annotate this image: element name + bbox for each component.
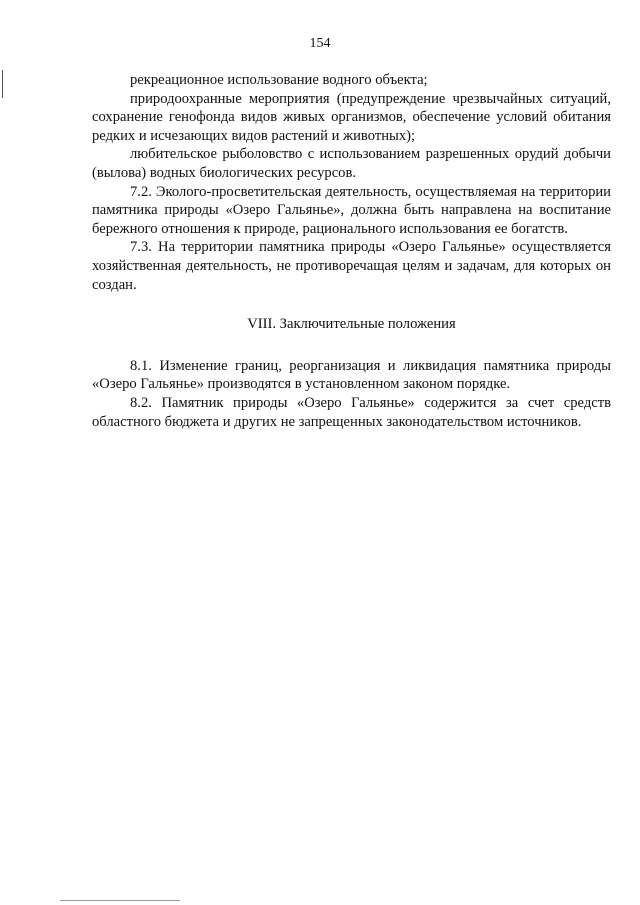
paragraph-8-1: 8.1. Изменение границ, реорганизация и ликвидация памятника природы «Озеро Гальянье» производятся в установленном законом порядке.	[92, 357, 611, 393]
paragraph-8-2: 8.2. Памятник природы «Озеро Гальянье» содержится за счет средств областного бюджета и других не запрещенных законодательством источников.	[92, 394, 611, 430]
scan-edge-mark	[2, 70, 3, 98]
paragraph-7-2: 7.2. Эколого-просветительская деятельность, осуществляемая на территории памятника природы «Озеро Гальянье», должна быть направлена на воспитание бережного отношения к природе, рационального использования ее богатств.	[92, 183, 611, 237]
scan-edge-mark	[60, 900, 180, 901]
paragraph-amateur-fishing: любительское рыболовство с использованием разрешенных орудий добычи (вылова) водных биологических ресурсов.	[92, 146, 611, 181]
paragraph-recreational-use: рекреационное использование водного объекта;	[130, 72, 428, 88]
paragraph-7-3: 7.3. На территории памятника природы «Озеро Гальянье» осуществляется хозяйственная деятельность, не противоречащая целям и задачам, для которых он создан.	[92, 239, 611, 293]
page-number: 154	[309, 36, 331, 51]
section-heading-final-provisions: VIII. Заключительные положения	[247, 316, 456, 333]
paragraph-conservation-measures: природоохранные мероприятия (предупреждение чрезвычайных ситуаций, сохранение генофонда видов живых организмов, обеспечение условий обитания редких и исчезающих видов растений и животных);	[92, 90, 611, 144]
document-body	[92, 71, 611, 431]
